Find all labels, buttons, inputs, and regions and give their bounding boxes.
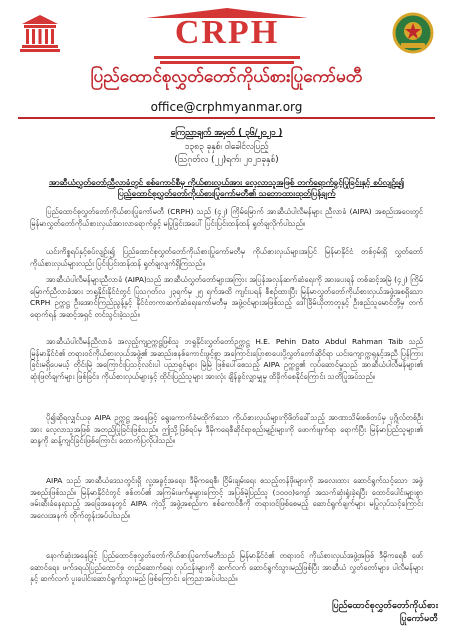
logo-text: CRPH: [174, 14, 280, 51]
date-myanmar: ၁၃၈၃ ခုနှစ်၊ ဝါခေါင်လပြည့်: [184, 142, 269, 152]
paragraph-2: ယင်းကိစ္စရပ်နှင့်စပ်လျဉ်း၍ ပြည်ထောင်စုလွှတ်တော်ကိုယ်စားပြုကော်မတီမှ ကိုယ်စားလှယ်များအပြင် မြန်မာနိုင်ငံ တစ်ဝှမ်းရှိ လွှတ်တော်ကိုယ်စားလှယ်များလည်း ပြင်းပြင်းထန်ထန် ရှုတ်ချလျက်ရှိကြသည်။: [30, 247, 423, 268]
crph-logo: [146, 8, 308, 66]
paragraph-1: ပြည်ထောင်စုလွှတ်တော်ကိုယ်စားပြုကော်မတီ (CRPH) သည် (၄၂) ကြိမ်မြောက် အာဆီယံပါလီမန်များ ညီလာခံ (AIPA) အစည်းအဝေးတွင် မြန်မာလွှတ်တော်ကိုယ်စားလှယ်အားလာရောက်ခွင့် မပြုခြင်းအပေါ် ပြင်းပြင်းထန်ထန် ရှုတ်ချလိုက်ပါသည်။: [30, 207, 423, 228]
crph-small-logo: [20, 14, 60, 52]
state-seal-icon: [392, 12, 434, 54]
logo-base-shape: [154, 56, 300, 64]
paragraph-3: အာဆီယံပါလီမန်များညီလာခံ (AIPA)သည် အာဆီယံလွှတ်တော်များအကြား အပြန်အလှန်ဆက်ဆံရေးကို အားပေးရန် တစ်ဆင့်အမြဲ (၄၂) ကြိမ်မြောက်ညီလာခံအား ဘရူနိုင်းနိုင်ငံတွင် ပြသဂုတ်လ ၂၃ရက်မှ ၂၅ ရက်အထိ ကျင်းပရန် စီစဉ်ထားပြီး မြန်မာလွှတ်တော်ကိုယ်စားလှယ်အဖွဲ့အစရှိသော CRPH ဥက္ကဋ္ဌ ဦးအောင်ကြည်ညွန့်နှင့် နိုင်ငံတကာဆက်ဆံရေးကော်မတီမှ အဖွဲ့ဝင်များအဖြစ်သည့် ဒေါ်ခြိမ်ယိုတာတူနှင့် ဦးစည်သူမောင်တို့မှ တက်ရောက်ရန် အဆင့်အရှင် တင်သွင်းခဲ့သည်။: [30, 275, 423, 319]
header-divider: [18, 117, 435, 119]
paragraph-4: အာဆီယံပါလီမန်ညီလာခံ အလှည့်ကျဥက္ကဋ္ဌဖြစ်သူ ဘရူနိုင်းလွှတ်တော်ဥက္ကဋ္ဌ H.E. Pehin Dato Abdul Rahman Taib သည် မြန်မာနိုင်ငံ၏ တရားဝင်ကိုယ်စားလှယ်အဖွဲ့၏ အဆည်းစနစ်ကောင်းဖွင့်စွာ အကြောင်းပြောစာပေးပို့လွှတ်တော်ဆိုင်ရာ ယင်းကျောက္ကရုနှင့်အညီ ပြန်ကြားခြင်းမရှိပေမယ့် တိုင်းမြဲ အကြောင်းပြသင့်လင်းပါ ပညာရှင်များ မြဲမြဲ ဖြစ်ပေါ်စေသည့် AIPA ဥက္ကဋ္ဌ၏ လုပ်ဆောင်မှုသည် အာဆီယံပါလီမန်များ၏ ဆုံးဖြတ်ချက်များ ဖြစ်ခြင်း၊ ကိုယ်စားလှယ်များနှင့် ထိုင်းပြည်သူများ အားလုံး ချိန်ခွင်လျှာမျှမှု ထိခိုက်စေနိုင်ကြောင်း သတိပြုအပ်သည်။: [30, 337, 423, 381]
announcement-headline: အာဆီယံလွှတ်တော်ညီလာခံတွင် စစ်ကောင်စီမှ ကိုယ်စားလှယ်အား လေ့လာသူအဖြစ် တက်ရောက်ခွင့်ပြုခြင်းနှင့် စပ်လျဉ်း၍ ပြည်ထောင်စုလွှတ်တော်ကိုယ်စားပြုကော်မတီ၏ သဘောထားထုတ်ပြန်ချက်: [48, 177, 405, 198]
paragraph-6: AIPA သည် အာဆီယံဒေသတွင်းရှိ လူ့အခွင့်အရေး၊ ဒီမိုကရေစီ၊ ငြိမ်းချမ်းရေး စသည့်တန်ဖိုးများကို အလေးထား ဆောင်ရွက်သင့်သော အဖွဲ့အစည်းဖြစ်သည်။ မြန်မာနိုင်ငံတွင် စစ်တပ်၏ အကြမ်းဖက်မှုများကြောင့် အပြစ်မဲ့ပြည်သူ (၁၀၀၀)ကျော် အသက်ဆုံးရှုံးခဲ့ရပြီး ထောင်ပေါင်းများစွာ ဖမ်းဆီးခံနေရသည့် အခြေအနေတွင် AIPA ကဲ့သို့ အဖွဲ့အစည်းက စစ်ကောင်စီကို တရားဝင်ဖြစ်စေမည့် ဆောင်ရွက်ချက်များ မပြုလုပ်သင့်ကြောင်း အလေးအနက် တိုက်တွန်းအပ်ပါသည်။: [30, 476, 423, 520]
date-gregorian: (သြဂုတ်လ (၂၂)ရက်၊ ၂၀၂၁ခုနှစ်): [174, 155, 279, 165]
paragraph-5: ပို၍ဆိုရလျှင်ယခု AIPA ဥက္ကဋ္ဌ အနေဖြင့် ရွေးကောက်ခံမထိုက်သော ကိုယ်စားလှယ်များကိုဖိတ်ခေါ်သည့် အာဏာသိမ်းစစ်တပ်မှ ပုဂ္ဂိုလ်တစ်ဦးအား လေ့လာသူအဖြစ် အတည်ပြုခြင်းဖြစ်သည်။ ဤသို့ဖြစ်ရပ်မှ ဒီမိုကရေစီဆိုင်ရာစည်းမျဉ်းများကို ဖောက်ဖျက်ရာ ရောက်ပြီး မြန်မာပြည်သူများ၏ ဆန္ဒကို ဆန့်ကျင်ခြင်းဖြစ်ကြောင်း ထောက်ပြလိုပါသည်။: [30, 413, 423, 446]
announcement-number: ကြေညာချက် အမှတ် ( ၃၆/၂၀၂၁ ): [170, 128, 283, 138]
contact-email[interactable]: office@crphmyanmar.org: [150, 100, 303, 114]
paragraph-7: နောက်ဆုံးအနေဖြင့် ပြည်ထောင်စုလွှတ်တော်ကိုယ်စားပြုကော်မတီသည် မြန်မာနိုင်ငံ၏ တရားဝင် ကိုယ်စားလှယ်အဖွဲ့အဖြစ် ဒီမိုကရေစီ ဖော်ဆောင်ရေး၊ ဖက်ဒရယ်ပြည်ထောင်စု တည်ဆောက်ရေး လုပ်ငန်းများကို ဆက်လက် ဆောင်ရွက်သွားမည်ဖြစ်ပြီး အာဆီယံ လွှတ်တော်များ၊ ပါလီမန်များနှင့် ဆက်လက် ပူးပေါင်းဆောင်ရွက်သွားမည် ဖြစ်ကြောင်း ကြေညာအပ်ပါသည်။: [30, 551, 423, 584]
committee-title: ပြည်ထောင်စုလွှတ်တော်ကိုယ်စားပြုကော်မတီ: [90, 67, 363, 87]
signature-block: ပြည်ထောင်စုလွှတ်တော်ကိုယ်စားပြုကော်မတီ: [332, 601, 438, 624]
